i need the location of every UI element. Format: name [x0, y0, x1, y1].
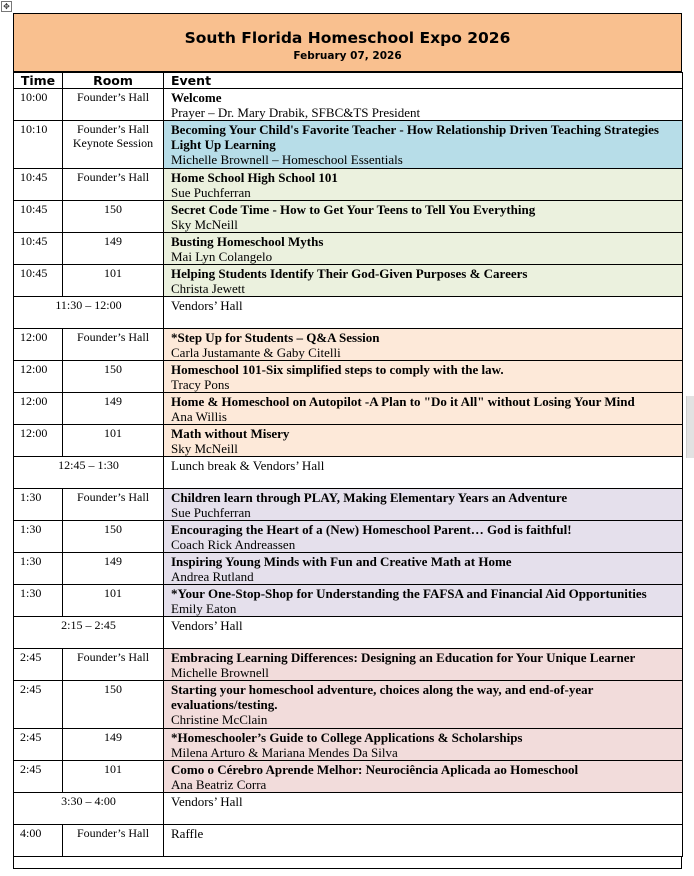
time-cell: 1:30 [14, 521, 63, 553]
event-title: *Step Up for Students – Q&A Session [171, 330, 380, 345]
event-cell [164, 617, 683, 649]
event-speaker: Ana Willis [171, 409, 227, 424]
event-title: Busting Homeschool Myths [171, 234, 324, 249]
room-cell: Founder’s Hall [63, 329, 164, 361]
table-row [14, 761, 683, 793]
time-cell: 10:45 [14, 201, 63, 233]
event-title: Como o Cérebro Aprende Melhor: Neurociência Aplicada ao Homeschool [171, 762, 579, 777]
time-slot-cell: 11:30 – 12:00 [14, 297, 164, 329]
event-cell [164, 585, 683, 617]
page-title: South Florida Homeschool Expo 2026 [184, 29, 511, 47]
time-cell: 4:00 [14, 825, 63, 857]
table-row [14, 393, 683, 425]
event-cell [164, 265, 683, 297]
column-header-time: Time [14, 73, 63, 89]
column-header-event: Event [164, 73, 683, 89]
event-title: Raffle [171, 826, 204, 841]
event-title: Math without Misery [171, 426, 290, 441]
event-title: Becoming Your Child's Favorite Teacher - How Relationship Driven Teaching Strategies Light Up Learning [171, 122, 659, 152]
event-speaker: Emily Eaton [171, 601, 237, 616]
table-row [14, 649, 683, 681]
room-cell: Founder’s Hall [63, 649, 164, 681]
event-cell [164, 681, 683, 729]
event-title: Helping Students Identify Their God-Given Purposes & Careers [171, 266, 528, 281]
room-cell: 149 [63, 393, 164, 425]
room-cell: 101 [63, 425, 164, 457]
schedule-document [13, 13, 682, 869]
event-speaker: Carla Justamante & Gaby Citelli [171, 345, 341, 360]
schedule-rows [14, 89, 683, 857]
room-cell: Founder’s Hall [63, 489, 164, 521]
event-title: Embracing Learning Differences: Designing an Education for Your Unique Learner [171, 650, 636, 665]
room-cell: 150 [63, 201, 164, 233]
event-cell [164, 329, 683, 361]
column-header-room: Room [63, 73, 164, 89]
event-cell [164, 201, 683, 233]
table-row [14, 729, 683, 761]
room-cell: 101 [63, 585, 164, 617]
time-cell: 1:30 [14, 553, 63, 585]
time-cell: 12:00 [14, 329, 63, 361]
room-cell: 150 [63, 521, 164, 553]
scrollbar-thumb[interactable] [686, 396, 694, 458]
event-title: Children learn through PLAY, Making Elementary Years an Adventure [171, 490, 568, 505]
room-cell: 101 [63, 761, 164, 793]
event-speaker: Milena Arturo & Mariana Mendes Da Silva [171, 745, 398, 760]
time-cell: 10:45 [14, 233, 63, 265]
time-slot-cell: 2:15 – 2:45 [14, 617, 164, 649]
table-move-handle-icon[interactable]: ✥ [1, 1, 12, 12]
room-cell: 150 [63, 361, 164, 393]
event-cell [164, 297, 683, 329]
table-row [14, 825, 683, 857]
event-date: February 07, 2026 [293, 50, 402, 62]
event-title: Home & Homeschool on Autopilot -A Plan to "Do it All" without Losing Your Mind [171, 394, 635, 409]
time-cell: 12:00 [14, 361, 63, 393]
event-cell [164, 425, 683, 457]
table-row [14, 585, 683, 617]
table-row [14, 457, 683, 489]
event-speaker: Christine McClain [171, 712, 268, 727]
title-banner [13, 13, 682, 72]
event-speaker: Sue Puchferran [171, 505, 251, 520]
time-cell: 10:00 [14, 89, 63, 121]
table-row [14, 121, 683, 169]
table-row [14, 233, 683, 265]
table-row [14, 361, 683, 393]
event-title: Vendors’ Hall [171, 298, 243, 313]
event-speaker: Andrea Rutland [171, 569, 254, 584]
event-cell [164, 521, 683, 553]
event-title: Starting your homeschool adventure, choices along the way, and end-of-year evaluations/testing. [171, 682, 594, 712]
schedule-table [13, 72, 683, 857]
table-row [14, 89, 683, 121]
event-speaker: Christa Jewett [171, 281, 246, 296]
event-speaker: Coach Rick Andreassen [171, 537, 296, 552]
table-row [14, 521, 683, 553]
table-row [14, 553, 683, 585]
event-speaker: Prayer – Dr. Mary Drabik, SFBC&TS President [171, 105, 421, 120]
time-cell: 10:45 [14, 169, 63, 201]
event-speaker: Michelle Brownell – Homeschool Essentials [171, 152, 403, 167]
table-row [14, 329, 683, 361]
event-title: Vendors’ Hall [171, 794, 243, 809]
event-title: *Homeschooler’s Guide to College Applications & Scholarships [171, 730, 523, 745]
room-cell: Founder’s Hall [63, 169, 164, 201]
room-cell: 149 [63, 729, 164, 761]
time-cell: 2:45 [14, 681, 63, 729]
event-cell [164, 233, 683, 265]
room-cell: 150 [63, 681, 164, 729]
event-cell [164, 169, 683, 201]
event-speaker: Sky McNeill [171, 217, 238, 232]
event-title: Inspiring Young Minds with Fun and Creative Math at Home [171, 554, 512, 569]
time-cell: 12:00 [14, 393, 63, 425]
time-cell: 2:45 [14, 761, 63, 793]
time-cell: 2:45 [14, 649, 63, 681]
event-cell [164, 121, 683, 169]
event-speaker: Ana Beatriz Corra [171, 777, 267, 792]
room-cell: Founder’s Hall [63, 89, 164, 121]
event-title: Vendors’ Hall [171, 618, 243, 633]
table-row [14, 793, 683, 825]
event-title: Encouraging the Heart of a (New) Homeschool Parent… God is faithful! [171, 522, 572, 537]
event-cell [164, 361, 683, 393]
event-cell [164, 729, 683, 761]
table-row [14, 265, 683, 297]
event-cell [164, 393, 683, 425]
event-cell [164, 457, 683, 489]
table-header-row [14, 73, 683, 89]
room-cell: 149 [63, 553, 164, 585]
room-cell: 101 [63, 265, 164, 297]
event-cell [164, 825, 683, 857]
table-row [14, 297, 683, 329]
event-cell [164, 761, 683, 793]
time-cell: 10:10 [14, 121, 63, 169]
table-row [14, 489, 683, 521]
table-row [14, 425, 683, 457]
event-title: *Your One-Stop-Shop for Understanding the FAFSA and Financial Aid Opportunities [171, 586, 647, 601]
time-cell: 1:30 [14, 489, 63, 521]
room-cell: Founder’s Hall [63, 825, 164, 857]
event-cell [164, 553, 683, 585]
table-row [14, 681, 683, 729]
room-cell: 149 [63, 233, 164, 265]
event-title: Secret Code Time - How to Get Your Teens to Tell You Everything [171, 202, 536, 217]
time-cell: 10:45 [14, 265, 63, 297]
event-title: Lunch break & Vendors’ Hall [171, 458, 325, 473]
room-cell: Founder’s Hall Keynote Session [63, 121, 164, 169]
time-cell: 1:30 [14, 585, 63, 617]
time-cell: 2:45 [14, 729, 63, 761]
event-cell [164, 489, 683, 521]
event-cell [164, 649, 683, 681]
event-title: Homeschool 101-Six simplified steps to comply with the law. [171, 362, 504, 377]
event-speaker: Sue Puchferran [171, 185, 251, 200]
time-cell: 12:00 [14, 425, 63, 457]
event-cell [164, 793, 683, 825]
table-row [14, 617, 683, 649]
event-cell [164, 89, 683, 121]
time-slot-cell: 12:45 – 1:30 [14, 457, 164, 489]
table-row [14, 169, 683, 201]
event-speaker: Tracy Pons [171, 377, 230, 392]
event-speaker: Michelle Brownell [171, 665, 269, 680]
event-title: Welcome [171, 90, 222, 105]
event-title: Home School High School 101 [171, 170, 338, 185]
event-speaker: Mai Lyn Colangelo [171, 249, 273, 264]
table-row [14, 201, 683, 233]
time-slot-cell: 3:30 – 4:00 [14, 793, 164, 825]
event-speaker: Sky McNeill [171, 441, 238, 456]
table-footer-row [13, 857, 682, 869]
